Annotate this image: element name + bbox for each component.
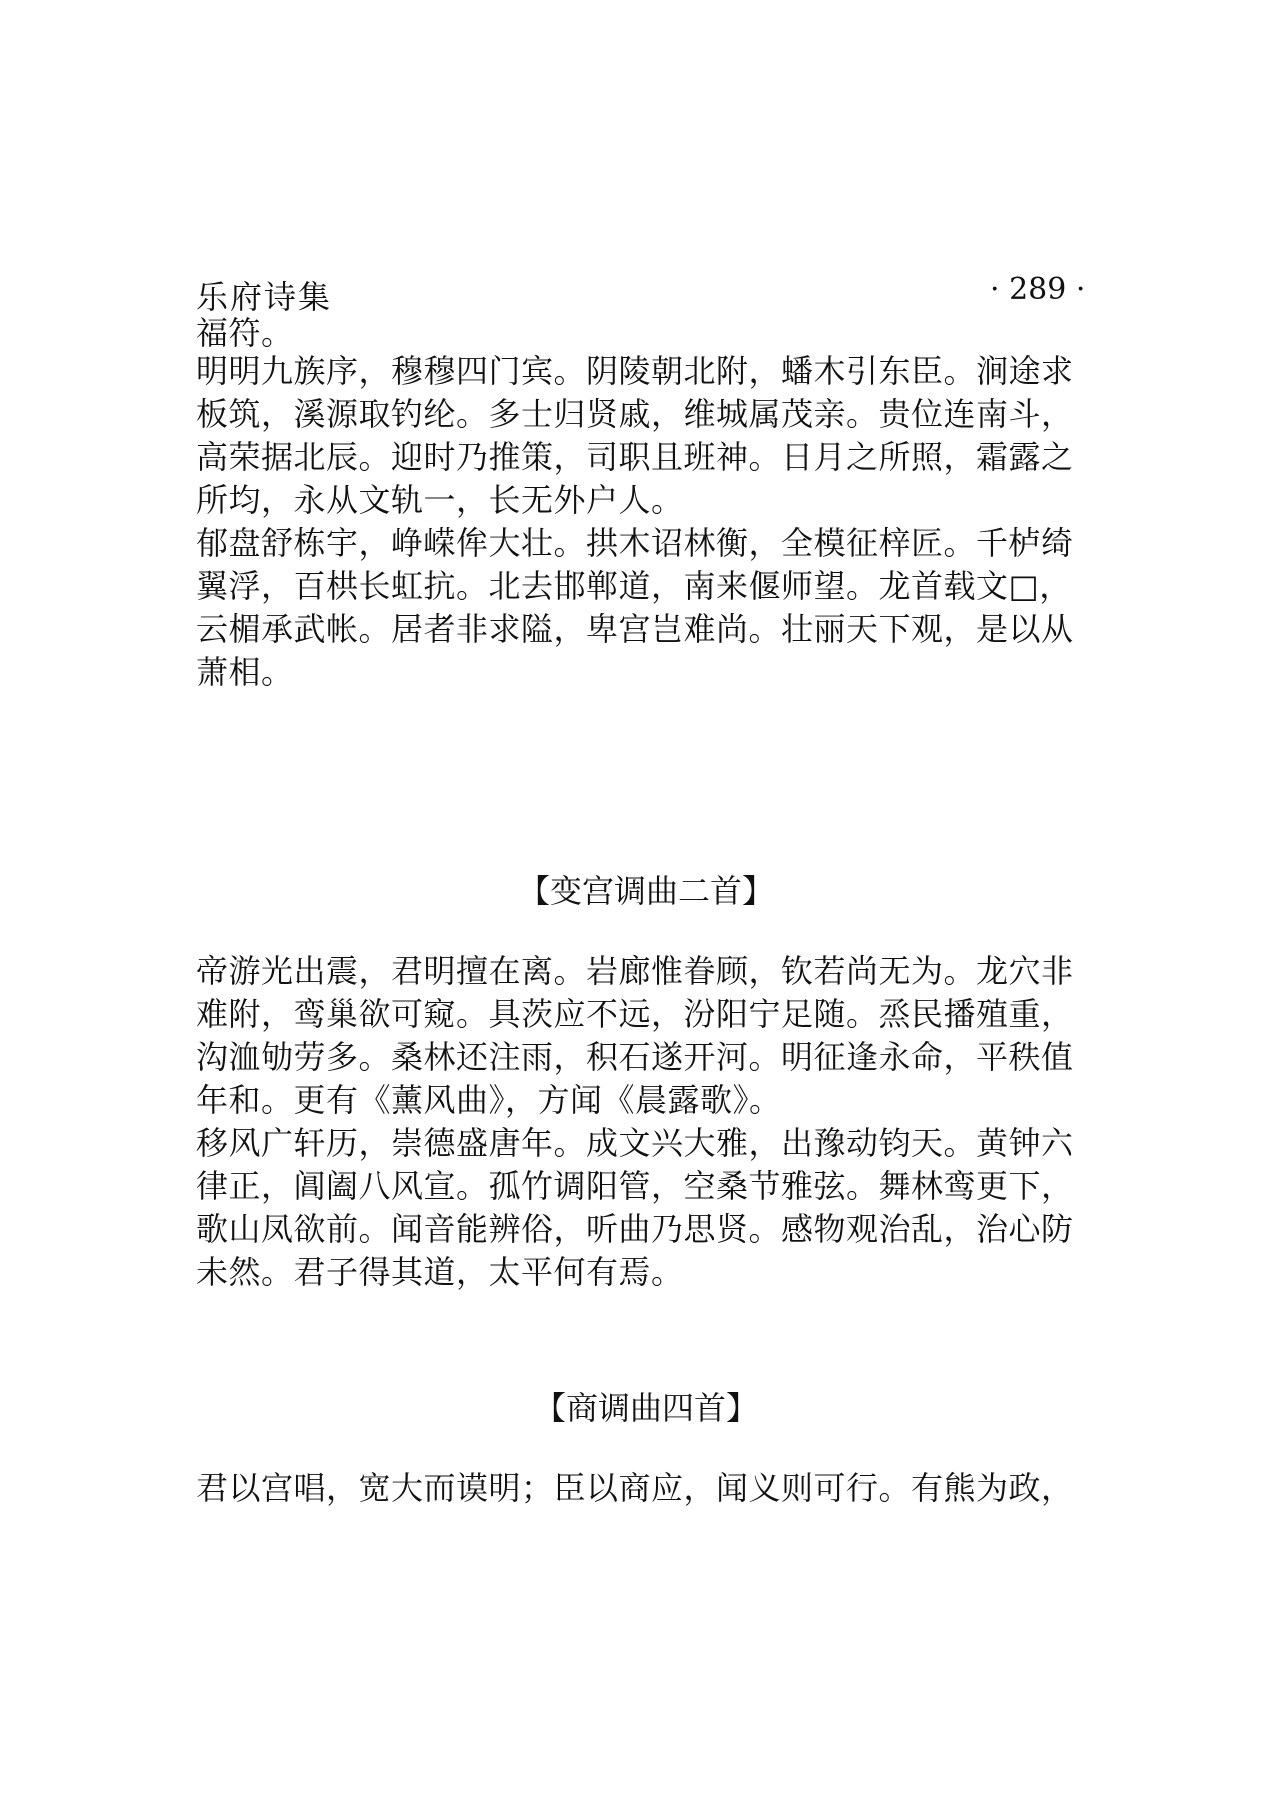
text-line: 福符。	[196, 314, 294, 352]
text-line: 帝游光出震，君明擅在离。岩廊惟眷顾，钦若尚无为。龙穴非	[196, 952, 1074, 990]
text-line: 高荣据北辰。迎时乃推策，司职且班神。日月之所照，霜露之	[196, 438, 1074, 476]
text-line: 板筑，溪源取钓纶。多士归贤戚，维城属茂亲。贵位连南斗，	[196, 395, 1074, 433]
text-line: 萧相。	[196, 653, 294, 691]
text-line: 明明九族序，穆穆四门宾。阴陵朝北附，蟠木引东臣。涧途求	[196, 352, 1074, 390]
poem-paragraph-2	[196, 522, 1096, 694]
section-heading-biangong: 【变宫调曲二首】	[517, 872, 774, 910]
text-line: 郁盘舒栋宇，峥嵘侔大壮。拱木诏林衡，全模征梓匠。千栌绮	[196, 524, 1074, 562]
poem-paragraph-3	[196, 950, 1096, 1122]
poem-paragraph-1	[196, 350, 1096, 522]
text-line: 翼浮，百栱长虹抗。北去邯郸道，南来偃师望。龙首载文□，	[196, 567, 1072, 605]
text-line: 歌山凤欲前。闻音能辨俗，听曲乃思贤。感物观治乱，治心防	[196, 1210, 1074, 1248]
poem-paragraph-4	[196, 1122, 1096, 1294]
text-line: 云楣承武帐。居者非求隘，卑宫岂难尚。壮丽天下观，是以从	[196, 610, 1074, 648]
text-line: 难附，鸾巢欲可窥。具茨应不远，汾阳宁足随。烝民播殖重，	[196, 995, 1074, 1033]
text-line: 沟洫劬劳多。桑林还注雨，积石遂开河。明征逢永命，平秩值	[196, 1038, 1074, 1076]
poem-paragraph-5	[196, 1467, 1096, 1510]
text-line: 未然。君子得其道，太平何有焉。	[196, 1253, 684, 1291]
running-header-title: 乐府诗集	[196, 278, 333, 316]
continued-text	[196, 312, 1096, 355]
text-line: 所均，永从文轨一，长无外户人。	[196, 481, 684, 519]
section-heading-shang: 【商调曲四首】	[533, 1389, 758, 1427]
page-number: · 289 ·	[990, 272, 1086, 307]
text-line: 律正，阊阖八风宣。孤竹调阳管，空桑节雅弦。舞林鸾更下，	[196, 1167, 1074, 1205]
text-line: 君以宫唱，宽大而谟明；臣以商应，闻义则可行。有熊为政，	[196, 1469, 1074, 1507]
text-line: 年和。更有《薰风曲》，方闻《晨露歌》。	[196, 1081, 782, 1119]
text-line: 移风广轩历，崇德盛唐年。成文兴大雅，出豫动钧天。黄钟六	[196, 1124, 1074, 1162]
